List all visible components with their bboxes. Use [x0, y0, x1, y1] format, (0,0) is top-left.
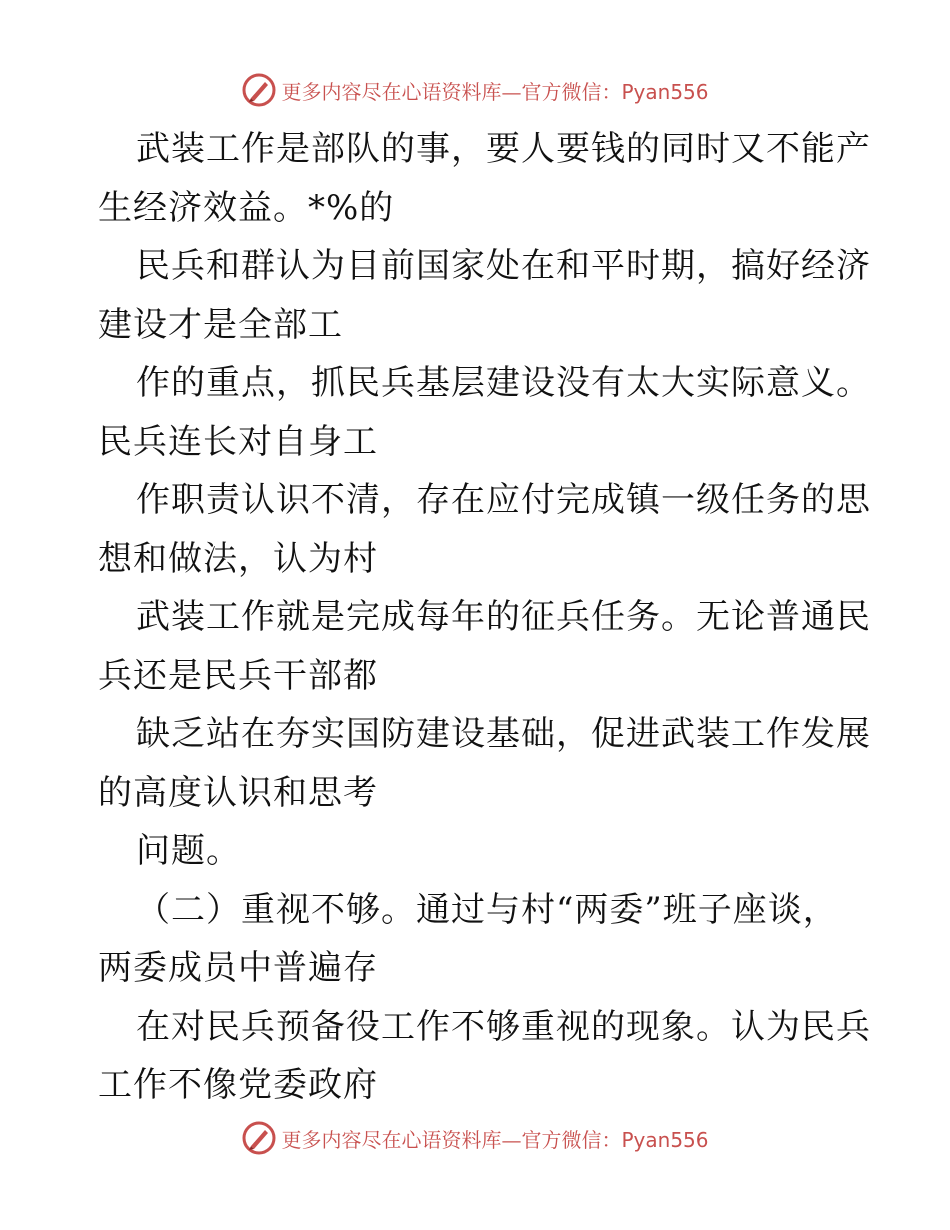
header-banner [0, 70, 950, 110]
footer-dash: — [501, 1127, 522, 1152]
body-line: 缺乏站在夯实国防建设基础，促进武装工作发展 [136, 714, 871, 754]
footer-wechat-id: Pyan556 [621, 1127, 709, 1152]
body-line: （二）重视不够。通过与村“两委”班子座谈， [136, 889, 838, 930]
body-line: 武装工作是部队的事，要人要钱的同时又不能产 [136, 129, 871, 169]
footer-banner [0, 1118, 950, 1158]
body-line: 建设才是全部工 [98, 304, 343, 345]
header-site-name: 更多内容尽在心语资料库 [281, 79, 502, 104]
footer-site-name: 更多内容尽在心语资料库 [281, 1127, 502, 1152]
body-line: 在对民兵预备役工作不够重视的现象。认为民兵 [136, 1006, 871, 1047]
body-line: 工作不像党委政府 [98, 1065, 378, 1105]
body-line: 民兵连长对自身工 [98, 421, 378, 462]
body-line: 两委成员中普遍存 [98, 948, 378, 988]
header-text [281, 76, 708, 105]
body-line: 问题。 [136, 831, 241, 871]
body-line: 的高度认识和思考 [98, 772, 378, 813]
document-body [98, 120, 871, 1115]
header-wechat-label: 官方微信： [521, 79, 622, 104]
header-wechat-id: Pyan556 [621, 79, 709, 104]
header-dash: — [501, 79, 522, 104]
footer-text [281, 1124, 708, 1153]
pen-in-circle-icon [241, 72, 277, 108]
body-line: 民兵和群认为目前国家处在和平时期，搞好经济 [136, 246, 871, 286]
body-line: 生经济效益。*%的 [98, 187, 395, 228]
pen-in-circle-icon [241, 1120, 277, 1156]
body-line: 兵还是民兵干部都 [98, 655, 378, 696]
body-line: 想和做法，认为村 [98, 538, 378, 579]
footer-wechat-label: 官方微信： [521, 1127, 622, 1152]
body-line: 武装工作就是完成每年的征兵任务。无论普通民 [136, 597, 871, 637]
body-line: 作的重点，抓民兵基层建设没有太大实际意义。 [136, 363, 871, 403]
body-line: 作职责认识不清，存在应付完成镇一级任务的思 [136, 480, 871, 520]
